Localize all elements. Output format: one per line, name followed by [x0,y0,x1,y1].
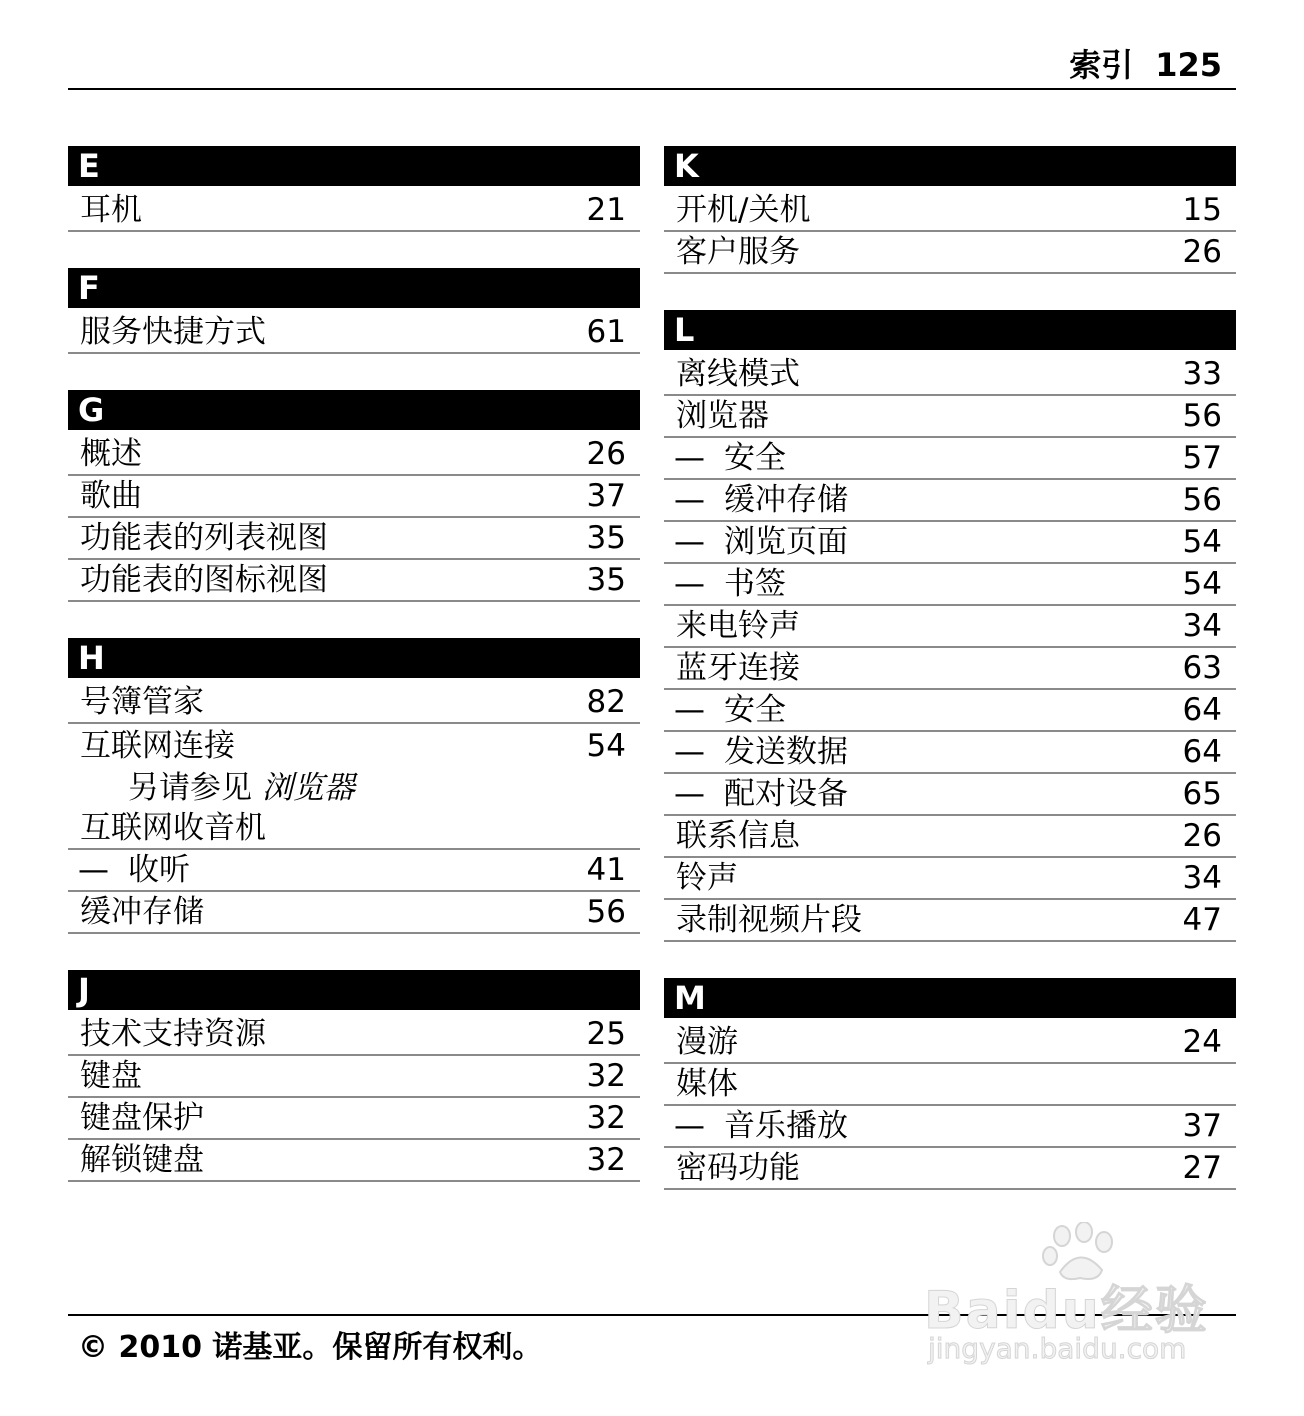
entry-term: 铃声 [676,860,738,896]
see-also-reference [128,768,355,808]
entry-term: 配对设备 [724,776,848,812]
page-number: 125 [1155,46,1222,84]
entry-page-number: 65 [1182,776,1222,812]
entry-term: 音乐播放 [724,1108,848,1144]
entry-page-number: 37 [1182,1108,1222,1144]
index-entry [68,476,640,518]
subentry-dash: — [674,776,705,812]
entry-term: 客户服务 [676,234,800,270]
entry-page-number: 37 [586,478,626,514]
entry-term: 功能表的图标视图 [80,562,328,598]
entry-page-number: 57 [1182,440,1222,476]
entry-term: 浏览页面 [724,524,848,560]
section-letter: K [664,146,1236,186]
index-entry [68,1056,640,1098]
entry-term: 离线模式 [676,356,800,392]
entry-page-number: 27 [1182,1150,1222,1186]
index-entry [664,816,1236,858]
entry-term: 安全 [724,692,786,728]
entry-page-number: 54 [1182,524,1222,560]
entry-page-number: 56 [1182,482,1222,518]
entry-page-number: 32 [586,1142,626,1178]
entry-term: 歌曲 [80,478,142,514]
index-entry [664,396,1236,438]
entry-page-number: 26 [1182,234,1222,270]
entry-page-number: 54 [1182,566,1222,602]
entry-page-number: 61 [586,314,626,350]
watermark-url: jingyan.baidu.com [928,1332,1187,1365]
entry-page-number: 15 [1182,192,1222,228]
entry-term: 缓冲存储 [724,482,848,518]
index-entry [664,1064,1236,1106]
entry-page-number: 21 [586,192,626,228]
section-letter: L [664,310,1236,350]
index-entry [664,1148,1236,1190]
index-entry [68,518,640,560]
entry-term: 书签 [724,566,786,602]
page-header [68,44,1236,90]
paw-icon [1040,1222,1120,1282]
baidu-watermark [920,1222,1230,1372]
index-section [68,268,640,354]
entry-page-number: 47 [1182,902,1222,938]
index-entry [664,1022,1236,1064]
index-section [68,970,640,1182]
index-entry [68,1098,640,1140]
index-entry [664,564,1236,606]
entry-page-number: 32 [586,1058,626,1094]
index-entry [68,1014,640,1056]
index-entry [664,190,1236,232]
index-section [68,390,640,602]
entry-page-number: 82 [586,684,626,720]
index-entry [68,808,640,850]
entry-term: 功能表的列表视图 [80,520,328,556]
index-entry [664,480,1236,522]
entry-page-number: 32 [586,1100,626,1136]
entry-term: 键盘 [80,1058,142,1094]
index-entry [664,732,1236,774]
section-letter: J [68,970,640,1010]
index-entry [68,682,640,724]
index-entry [68,766,640,808]
entry-page-number: 26 [586,436,626,472]
index-entry [664,354,1236,396]
entry-term: 互联网收音机 [80,810,266,846]
entry-term: 耳机 [80,192,142,228]
entry-page-number: 25 [586,1016,626,1052]
see-also-prefix: 另请参见 [128,770,252,806]
section-letter: M [664,978,1236,1018]
entry-page-number: 56 [586,894,626,930]
entry-term: 发送数据 [724,734,848,770]
index-column-left [68,146,640,1218]
index-entry [664,232,1236,274]
entry-term: 解锁键盘 [80,1142,204,1178]
entry-page-number: 34 [1182,608,1222,644]
index-entry [664,522,1236,564]
index-column-right [664,146,1236,1226]
entry-page-number: 33 [1182,356,1222,392]
index-section [68,638,640,934]
index-entry [664,438,1236,480]
entry-term: 浏览器 [676,398,769,434]
section-letter: G [68,390,640,430]
entry-page-number: 26 [1182,818,1222,854]
entry-term: 服务快捷方式 [80,314,266,350]
entry-term: 技术支持资源 [80,1016,266,1052]
entry-term: 蓝牙连接 [676,650,800,686]
entry-page-number: 24 [1182,1024,1222,1060]
section-letter: H [68,638,640,678]
entry-page-number: 56 [1182,398,1222,434]
header-title: 索引 [1069,46,1134,84]
entry-term: 缓冲存储 [80,894,204,930]
entry-term: 来电铃声 [676,608,800,644]
index-entry [68,724,640,766]
subentry-dash: — [674,1108,705,1144]
watermark-logo: Baidu经验 [924,1281,1209,1341]
entry-term: 收听 [128,852,190,888]
entry-page-number: 64 [1182,734,1222,770]
entry-page-number: 35 [586,562,626,598]
index-section [664,978,1236,1190]
entry-page-number: 34 [1182,860,1222,896]
index-entry [664,690,1236,732]
index-entry [664,774,1236,816]
entry-term: 漫游 [676,1024,738,1060]
subentry-dash: — [674,566,705,602]
entry-term: 概述 [80,436,142,472]
section-letter: E [68,146,640,186]
running-head [1069,40,1222,86]
entry-term: 键盘保护 [80,1100,204,1136]
index-entry [664,648,1236,690]
entry-term: 录制视频片段 [676,902,862,938]
entry-term: 媒体 [676,1066,738,1102]
index-section [68,146,640,232]
index-entry [664,858,1236,900]
index-entry [68,850,640,892]
index-entry [664,606,1236,648]
entry-term: 开机/关机 [676,192,811,228]
subentry-dash: — [674,692,705,728]
entry-term: 联系信息 [676,818,800,854]
subentry-dash: — [674,734,705,770]
index-section [664,310,1236,942]
index-entry [664,1106,1236,1148]
copyright-notice: © 2010 诺基亚。保留所有权利。 [78,1330,543,1365]
entry-term: 互联网连接 [80,728,235,764]
index-entry [68,892,640,934]
see-also-term: 浏览器 [261,770,355,806]
entry-page-number: 64 [1182,692,1222,728]
entry-term: 号簿管家 [80,684,204,720]
entry-term: 安全 [724,440,786,476]
section-letter: F [68,268,640,308]
index-entry [68,1140,640,1182]
index-entry [68,190,640,232]
index-entry [68,560,640,602]
subentry-dash: — [674,482,705,518]
subentry-dash: — [78,852,109,888]
entry-page-number: 35 [586,520,626,556]
index-section [664,146,1236,274]
entry-page-number: 54 [586,728,626,764]
index-entry [664,900,1236,942]
subentry-dash: — [674,524,705,560]
entry-page-number: 41 [586,852,626,888]
entry-term: 密码功能 [676,1150,800,1186]
entry-page-number: 63 [1182,650,1222,686]
index-entry [68,312,640,354]
subentry-dash: — [674,440,705,476]
index-entry [68,434,640,476]
